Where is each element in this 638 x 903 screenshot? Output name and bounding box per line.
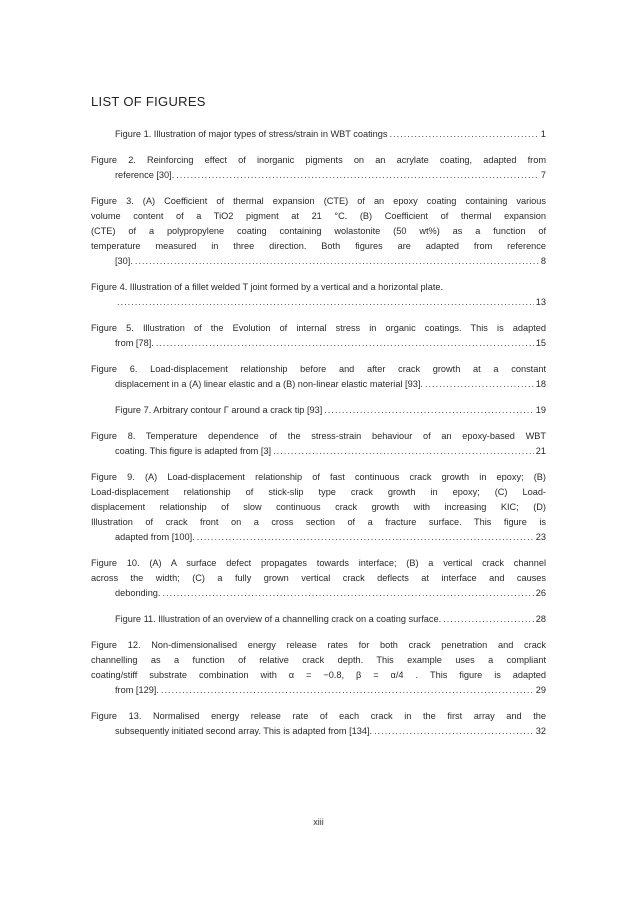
list-of-figures-heading: LIST OF FIGURES — [91, 94, 206, 109]
figure-entry-8 — [91, 429, 546, 459]
page-number: 29 — [535, 685, 546, 695]
figure-entry-2 — [91, 153, 546, 183]
entry-text: Figure 5. Illustration of the Evolution of internal stress in organic coatings. This is adapted — [91, 323, 546, 333]
entry-text: Figure 7. Arbitrary contour Γ around a crack tip [93] — [115, 405, 323, 415]
entry-text: Figure 8. Temperature dependence of the stress-strain behaviour of an epoxy-based WBT — [91, 431, 546, 441]
page-number: 21 — [535, 446, 546, 456]
entry-text: debonding. — [115, 588, 161, 598]
dot-leader — [390, 127, 539, 142]
page-number: 28 — [535, 614, 546, 624]
entry-text: (CTE) of a polypropylene coating containing wolastonite (50 wt%) as a function of — [91, 226, 546, 236]
entry-text: adapted from [100]. — [115, 532, 195, 542]
dot-leader — [135, 254, 539, 269]
entry-text: Figure 11. Illustration of an overview of a channelling crack on a coating surface. — [115, 614, 442, 624]
figure-entry-1 — [91, 127, 546, 142]
page-number-footer: xiii — [313, 817, 324, 827]
figure-entry-11 — [91, 612, 546, 627]
entry-text: Load-displacement relationship of stick-slip type crack growth in epoxy; (C) Load- — [91, 487, 546, 497]
figure-entry-9 — [91, 470, 546, 545]
page-number: 8 — [540, 256, 546, 266]
figure-entry-12 — [91, 638, 546, 698]
dot-leader — [156, 336, 534, 351]
entry-text: temperature measured in three direction. Both figures are adapted from reference — [91, 241, 546, 251]
entry-text: Figure 3. (A) Coefficient of thermal expansion (CTE) of an epoxy coating containing various — [91, 196, 546, 206]
figure-entry-13 — [91, 709, 546, 739]
entry-text: Figure 12. Non-dimensionalised energy release rates for both crack penetration and crack — [91, 640, 546, 650]
entry-text: Illustration of crack front on a cross section of a fracture surface. This figure is — [91, 517, 546, 527]
entry-text: Figure 4. Illustration of a fillet welded T joint formed by a vertical and a horizontal plate. — [91, 282, 444, 292]
dot-leader — [443, 612, 534, 627]
entry-text: from [78]. — [115, 338, 154, 348]
entry-text: from [129]. — [115, 685, 159, 695]
dot-leader — [162, 586, 533, 601]
page-number: 7 — [540, 170, 546, 180]
page-number: 15 — [535, 338, 546, 348]
entry-text: subsequently initiated second array. This is adapted from [134]. — [115, 726, 373, 736]
entry-text: Figure 9. (A) Load-displacement relationship of fast continuous crack growth in epoxy; (B) — [91, 472, 546, 482]
dot-leader — [374, 724, 534, 739]
figure-entry-4 — [91, 280, 546, 310]
page-number: 19 — [535, 405, 546, 415]
entry-text: Figure 6. Load-displacement relationship before and after crack growth at a constant — [91, 364, 546, 374]
figure-entry-10 — [91, 556, 546, 601]
entry-text: volume content of a TiO2 pigment at 21 °C. (B) Coefficient of thermal expansion — [91, 211, 546, 221]
entry-text: channelling as a function of relative crack depth. This example uses a compliant — [91, 655, 546, 665]
dot-leader — [197, 530, 534, 545]
page-number: 26 — [535, 588, 546, 598]
entry-text: Figure 1. Illustration of major types of stress/strain in WBT coatings — [115, 129, 388, 139]
entry-text: Figure 10. (A) A surface defect propagates towards interface; (B) a vertical crack channel — [91, 558, 546, 568]
entry-text: coating/stiff substrate combination with α = −0.8, β = α/4 . This figure is adapted — [91, 670, 546, 680]
entry-text: reference [30]. — [115, 170, 175, 180]
dot-leader — [161, 683, 534, 698]
entry-text: Figure 13. Normalised energy release rate of each crack in the first array and the — [91, 711, 546, 721]
figure-entry-3 — [91, 194, 546, 269]
entry-text: coating. This figure is adapted from [3] — [115, 446, 272, 456]
dot-leader — [273, 444, 534, 459]
dot-leader — [324, 403, 533, 418]
dot-leader — [176, 168, 539, 183]
page-number: 1 — [540, 129, 546, 139]
page-number: 32 — [535, 726, 546, 736]
entry-text: across the width; (C) a fully grown vertical crack deflects at interface and causes — [91, 573, 546, 583]
figure-entry-5 — [91, 321, 546, 351]
figure-list — [91, 127, 546, 750]
entry-text: Figure 2. Reinforcing effect of inorganic pigments on an acrylate coating, adapted from — [91, 155, 546, 165]
entry-text: displacement in a (A) linear elastic and a (B) non-linear elastic material [93]. — [115, 379, 423, 389]
page-number: 13 — [535, 297, 546, 307]
page-number: 23 — [535, 532, 546, 542]
entry-text: displacement relationship of slow continuous crack growth with increasing KIC; (D) — [91, 502, 546, 512]
figure-entry-6 — [91, 362, 546, 392]
dot-leader — [425, 377, 534, 392]
page-number: 18 — [535, 379, 546, 389]
dot-leader — [117, 295, 534, 310]
figure-entry-7 — [91, 403, 546, 418]
entry-text: [30]. — [115, 256, 133, 266]
